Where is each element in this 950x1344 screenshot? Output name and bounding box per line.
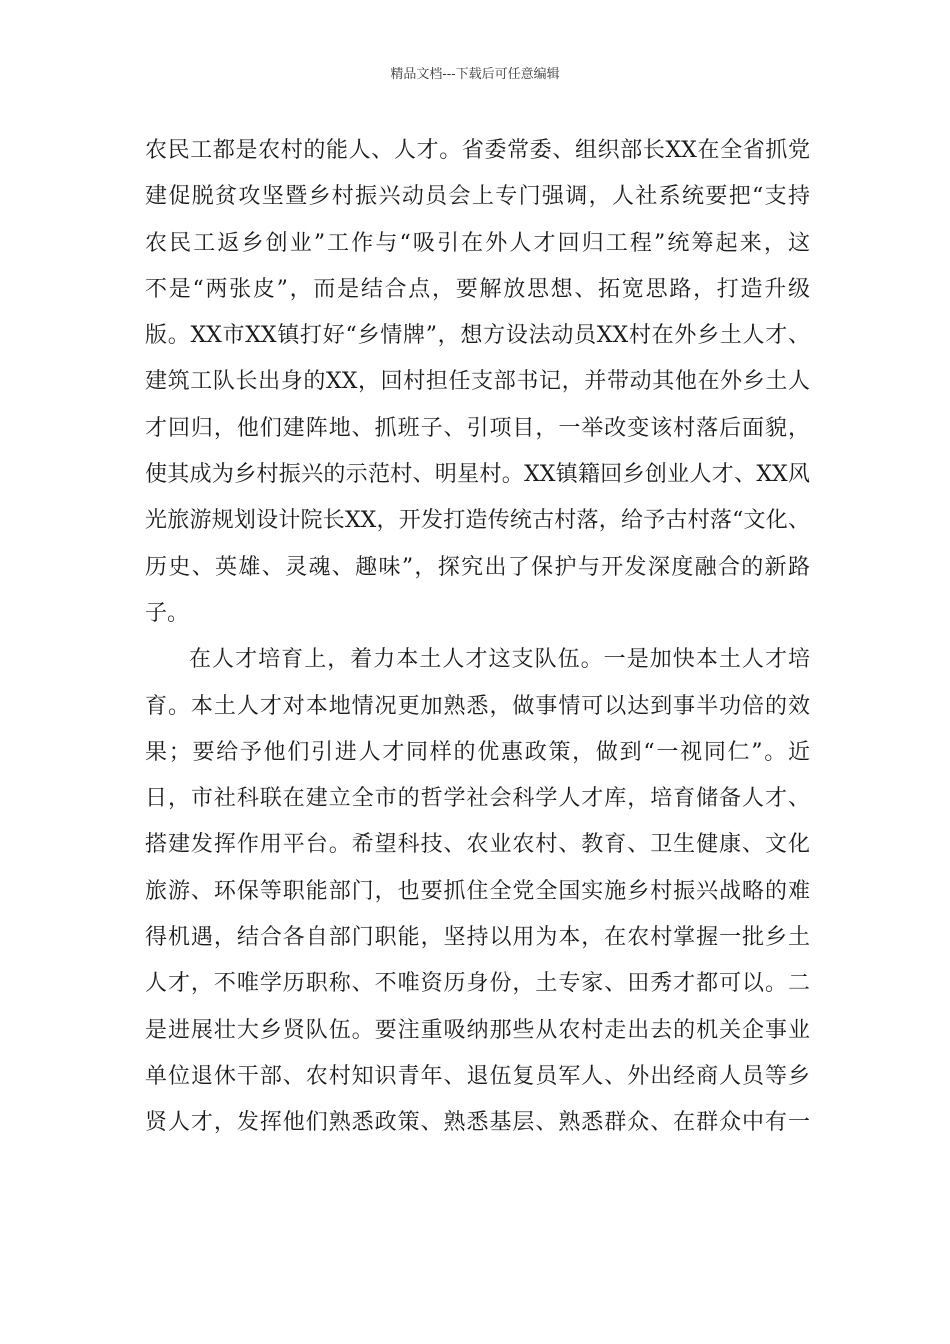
- text-line: 人才，不唯学历职称、不唯资历身份，土专家、田秀才都可以。二: [145, 971, 810, 997]
- text-line: 光旅游规划设计院长XX，开发打造传统古村落，给予古村落“文化、: [145, 508, 810, 534]
- text-line: 育。本土人才对本地情况更加熟悉，做事情可以达到事半功倍的效: [145, 693, 810, 719]
- text-line: 子。: [145, 600, 190, 626]
- text-line: 才回归，他们建阵地、抓班子、引项目，一举改变该村落后面貌，: [145, 415, 810, 441]
- text-line: 在人才培育上，着力本土人才这支队伍。一是加快本土人才培: [189, 647, 810, 673]
- text-line: 历史、英雄、灵魂、趣味”，探究出了保护与开发深度融合的新路: [145, 554, 810, 580]
- text-line: 日，市社科联在建立全市的哲学社会科学人才库，培育储备人才、: [145, 786, 810, 812]
- text-line: 建筑工队长出身的XX，回村担任支部书记，并带动其他在外乡土人: [145, 369, 810, 395]
- text-line: 建促脱贫攻坚暨乡村振兴动员会上专门强调，人社系统要把“支持: [145, 184, 810, 210]
- text-line: 旅游、环保等职能部门，也要抓住全党全国实施乡村振兴战略的难: [145, 878, 810, 904]
- text-line: 得机遇，结合各自部门职能，坚持以用为本，在农村掌握一批乡土: [145, 925, 810, 951]
- document-body: [145, 128, 810, 1147]
- text-line: 使其成为乡村振兴的示范村、明星村。XX镇籍回乡创业人才、XX风: [145, 462, 810, 488]
- text-line: 农民工返乡创业”工作与“吸引在外人才回归工程”统筹起来，这: [145, 230, 810, 256]
- text-line: 农民工都是农村的能人、人才。省委常委、组织部长XX在全省抓党: [145, 138, 810, 163]
- text-line: 是进展壮大乡贤队伍。要注重吸纳那些从农村走出去的机关企事业: [145, 1017, 810, 1043]
- text-line: 果；要给予他们引进人才同样的优惠政策，做到“一视同仁”。近: [145, 739, 810, 765]
- text-line: 版。XX市XX镇打好“乡情牌”，想方设法动员XX村在外乡土人才、: [145, 323, 810, 349]
- paragraph-2: [145, 637, 810, 1146]
- page-header: 精品文档---下载后可任意编辑: [390, 67, 560, 82]
- text-line: 不是“两张皮”，而是结合点，要解放思想、拓宽思路，打造升级: [145, 276, 810, 302]
- text-line: 贤人才，发挥他们熟悉政策、熟悉基层、熟悉群众、在群众中有一: [145, 1110, 810, 1136]
- text-line: 搭建发挥作用平台。希望科技、农业农村、教育、卫生健康、文化: [145, 832, 810, 858]
- text-line: 单位退休干部、农村知识青年、退伍复员军人、外出经商人员等乡: [145, 1063, 810, 1089]
- paragraph-1: [145, 128, 810, 637]
